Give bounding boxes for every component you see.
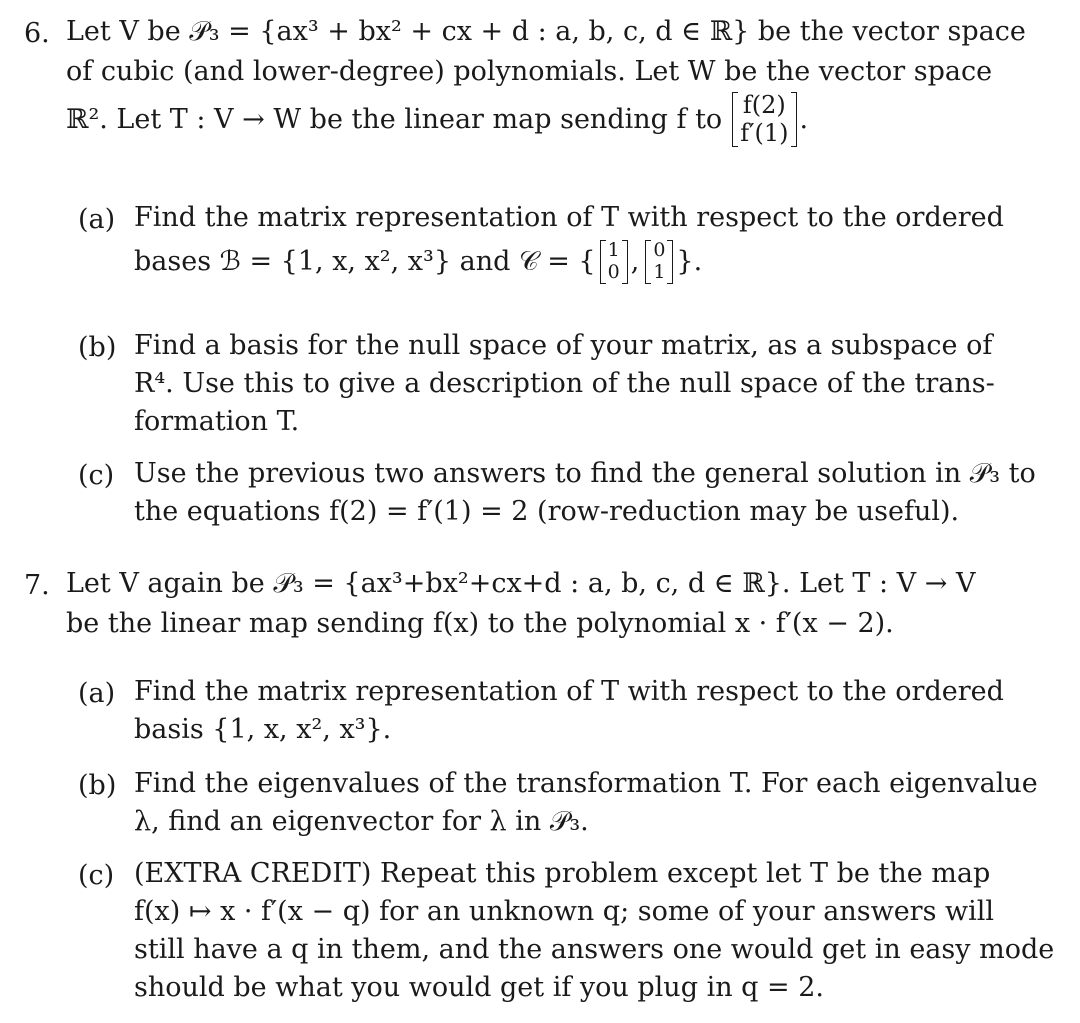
subproblem-text-line: basis {1, x, x², x³}.	[134, 714, 392, 745]
comma-separator: ,	[630, 246, 640, 278]
subproblem-text-line: Find the eigenvalues of the transformation T. For each eigenvalue	[134, 768, 1038, 799]
problem-text-line	[66, 92, 808, 147]
column-vector-f2-f1prime	[732, 92, 796, 147]
subproblem-text-line: f(x) ↦ x · f′(x − q) for an unknown q; some of your answers will	[134, 896, 995, 927]
matrix-entry: 0	[653, 239, 666, 261]
matrix-entry: 1	[653, 260, 666, 283]
subproblem-label: (a)	[78, 204, 116, 235]
subproblem-text-line: (EXTRA CREDIT) Repeat this problem except let T be the map	[134, 858, 991, 889]
subproblem-text-line: λ, find an eigenvector for λ in 𝒫₃.	[134, 806, 589, 837]
matrix-entry: 1	[607, 239, 620, 261]
subproblem-label: (c)	[78, 860, 115, 891]
problem-text-line: be the linear map sending f(x) to the polynomial x · f′(x − 2).	[66, 608, 894, 639]
subproblem-label: (b)	[78, 332, 117, 363]
problem-number: 7.	[24, 570, 50, 601]
problem-text-fragment: .	[799, 104, 809, 136]
basis-vector-e1	[600, 240, 628, 284]
problem-text-line: Let V be 𝒫₃ = {ax³ + bx² + cx + d : a, b, c, d ∈ ℝ} be the vector space	[66, 16, 1026, 47]
subproblem-text-line: Use the previous two answers to find the general solution in 𝒫₃ to	[134, 458, 1036, 489]
subproblem-label: (c)	[78, 460, 115, 491]
subproblem-text-line: the equations f(2) = f′(1) = 2 (row-reduction may be useful).	[134, 496, 960, 527]
problem-number: 6.	[24, 18, 50, 49]
subproblem-text-line	[134, 240, 702, 284]
matrix-entry: f(2)	[742, 91, 786, 119]
problem-text-line: of cubic (and lower-degree) polynomials. Let W be the vector space	[66, 56, 993, 87]
subproblem-text-line: should be what you would get if you plug in q = 2.	[134, 972, 825, 1003]
subproblem-text-line: still have a q in them, and the answers one would get in easy mode	[134, 934, 1055, 965]
subproblem-text-line: formation T.	[134, 406, 300, 437]
subproblem-text-line: Find the matrix representation of T with respect to the ordered	[134, 676, 1004, 707]
subproblem-label: (a)	[78, 678, 116, 709]
matrix-entry: f′(1)	[740, 118, 789, 147]
basis-vector-e2	[645, 240, 673, 284]
subproblem-text-fragment: }.	[676, 246, 703, 278]
problem-text-line: Let V again be 𝒫₃ = {ax³+bx²+cx+d : a, b, c, d ∈ ℝ}. Let T : V → V	[66, 568, 976, 599]
matrix-entry: 0	[607, 260, 620, 283]
subproblem-text-line: Find the matrix representation of T with respect to the ordered	[134, 202, 1004, 233]
subproblem-label: (b)	[78, 770, 117, 801]
problem-text-fragment: ℝ². Let T : V → W be the linear map sending f to	[66, 104, 723, 136]
subproblem-text-fragment: bases ℬ = {1, x, x², x³} and 𝒞 = {	[134, 246, 596, 278]
subproblem-text-line: Find a basis for the null space of your matrix, as a subspace of	[134, 330, 993, 361]
subproblem-text-line: R⁴. Use this to give a description of the null space of the trans-	[134, 368, 995, 399]
